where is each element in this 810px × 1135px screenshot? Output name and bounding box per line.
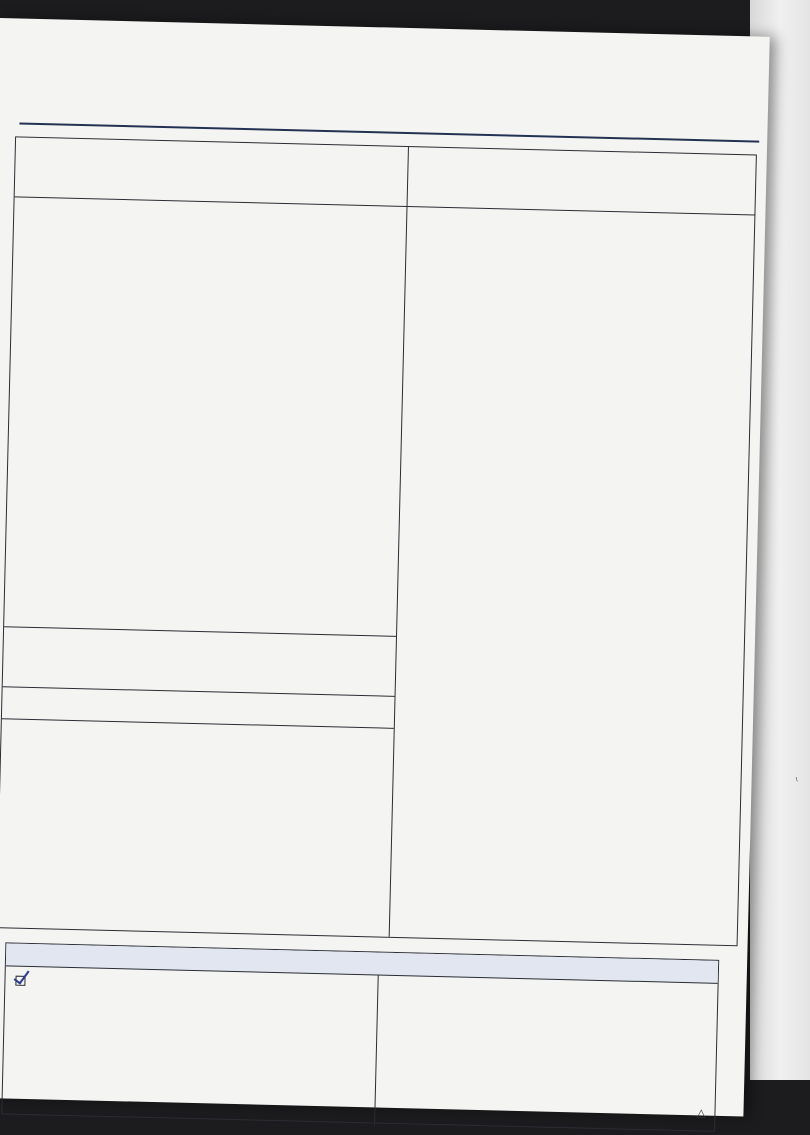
service-booklet-page	[0, 18, 770, 1116]
km-row	[3, 627, 396, 697]
replaced-header	[408, 147, 757, 215]
stamp-company	[90, 779, 320, 785]
stamp-city	[90, 779, 320, 785]
indicator-checkbox[interactable]	[15, 976, 25, 986]
next-service-box	[1, 942, 719, 1131]
triangle-icon: △	[697, 1106, 706, 1119]
next-service-right	[374, 976, 719, 1134]
stamp-number	[90, 779, 320, 785]
performed-header	[15, 137, 408, 207]
service-stamp-grid	[0, 136, 757, 946]
next-service-left	[2, 966, 378, 1125]
performed-column	[16, 137, 408, 147]
adjacent-page-text: ~	[791, 775, 802, 783]
replaced-column	[389, 147, 757, 945]
workshop-stamp	[90, 779, 320, 785]
service-date-row	[4, 567, 397, 637]
indicator-option[interactable]	[15, 973, 29, 989]
workshop-stamp-label	[0, 892, 390, 932]
